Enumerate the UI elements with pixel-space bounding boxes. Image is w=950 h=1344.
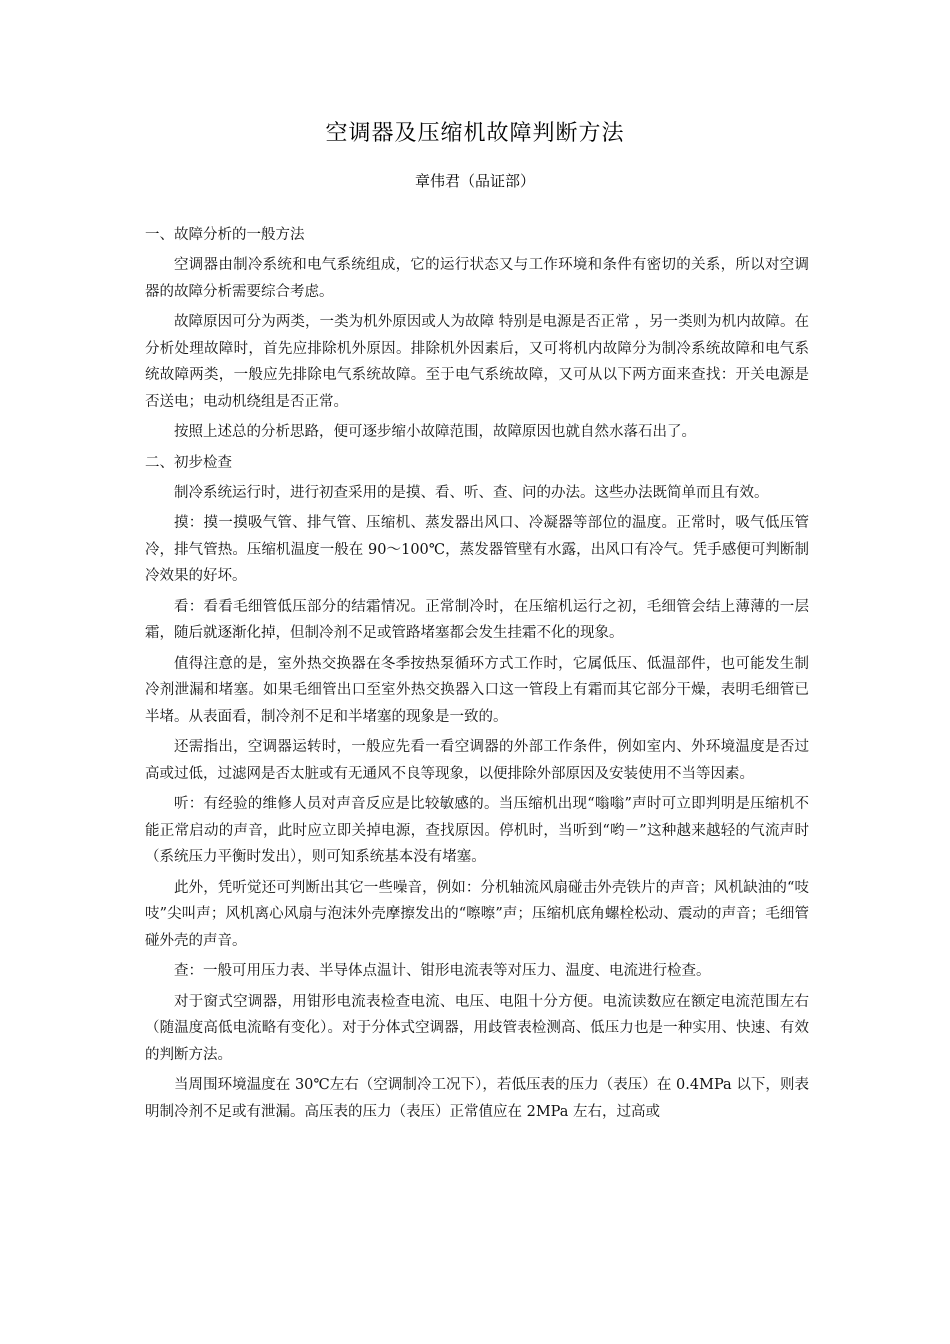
section-heading: 二、初步检查 — [145, 454, 232, 471]
paragraph: 还需指出，空调器运转时，一般应先看一看空调器的外部工作条件，例如室内、外环境温度是否过高或过低，过滤网是否太脏或有无通风不良等现象，以便排除外部原因及安装使用不当等因素。 — [145, 739, 809, 782]
paragraph: 看：看看毛细管低压部分的结霜情况。正常制冷时，在压缩机运行之初，毛细管会结上薄薄的一层霜，随后就逐渐化掉，但制冷剂不足或管路堵塞都会发生挂霜不化的现象。 — [145, 598, 809, 641]
paragraph: 查：一般可用压力表、半导体点温计、钳形电流表等对压力、温度、电流进行检查。 — [174, 963, 711, 979]
paragraph: 对于窗式空调器，用钳形电流表检查电流、电压、电阻十分方便。电流读数应在额定电流范围左右（随温度高低电流略有变化）。对于分体式空调器，用歧管表检测高、低压力也是一种实用、快速、有效的判断方法。 — [145, 993, 809, 1063]
paragraph: 故障原因可分为两类，一类为机外原因或人为故障 特别是电源是否正常 ，另一类则为机内故障。在分析处理故障时，首先应排除机外原因。排除机外因素后，又可将机内故障分为制冷系统故障和电气系统故障两类，一般应先排除电气系统故障。至于电气系统故障，又可从以下两方面来查找：开关电源是否送电；电动机绕组是否正常。 — [145, 314, 809, 410]
paragraph: 按照上述总的分析思路，便可逐步缩小故障范围，故障原因也就自然水落石出了。 — [174, 424, 696, 440]
section-heading: 一、故障分析的一般方法 — [145, 227, 305, 243]
document-author: 章伟君（品证部） — [414, 172, 535, 190]
document-body — [145, 222, 809, 1129]
paragraph: 当周围环境温度在 30℃左右（空调制冷工况下），若低压表的压力（表压）在 0.4MPa 以下，则表明制冷剂不足或有泄漏。高压表的压力（表压）正常值应在 2MPa 左右，过高或 — [145, 1077, 809, 1120]
paragraph: 此外，凭听觉还可判断出其它一些噪音，例如：分机轴流风扇碰击外壳铁片的声音；风机缺油的“吱吱”尖叫声；风机离心风扇与泡沫外壳摩擦发出的“嚓嚓”声；压缩机底角螺栓松动、震动的声音；毛细管碰外壳的声音。 — [145, 879, 809, 949]
paragraph: 摸：摸一摸吸气管、排气管、压缩机、蒸发器出风口、冷凝器等部位的温度。正常时，吸气低压管冷，排气管热。压缩机温度一般在 90～100℃，蒸发器管壁有水露，出风口有冷气。凭手感便可判断制冷效果的好坏。 — [145, 515, 809, 584]
paragraph: 听：有经验的维修人员对声音反应是比较敏感的。当压缩机出现“嗡嗡”声时可立即判明是压缩机不能正常启动的声音，此时应立即关掉电源，查找原因。停机时，当听到“哟－”这种越来越轻的气流声时（系统压力平衡时发出），则可知系统基本没有堵塞。 — [145, 796, 809, 865]
paragraph: 空调器由制冷系统和电气系统组成，它的运行状态又与工作环境和条件有密切的关系，所以对空调器的故障分析需要综合考虑。 — [145, 257, 809, 300]
paragraph: 制冷系统运行时，进行初查采用的是摸、看、听、查、问的办法。这些办法既简单而且有效。 — [174, 484, 769, 501]
paragraph: 值得注意的是，室外热交换器在冬季按热泵循环方式工作时，它属低压、低温部件，也可能发生制冷剂泄漏和堵塞。如果毛细管出口至室外热交换器入口这一管段上有霜而其它部分干燥，表明毛细管已半堵。从表面看，制冷剂不足和半堵塞的现象是一致的。 — [145, 655, 809, 725]
document-title: 空调器及压缩机故障判断方法 — [325, 121, 625, 146]
